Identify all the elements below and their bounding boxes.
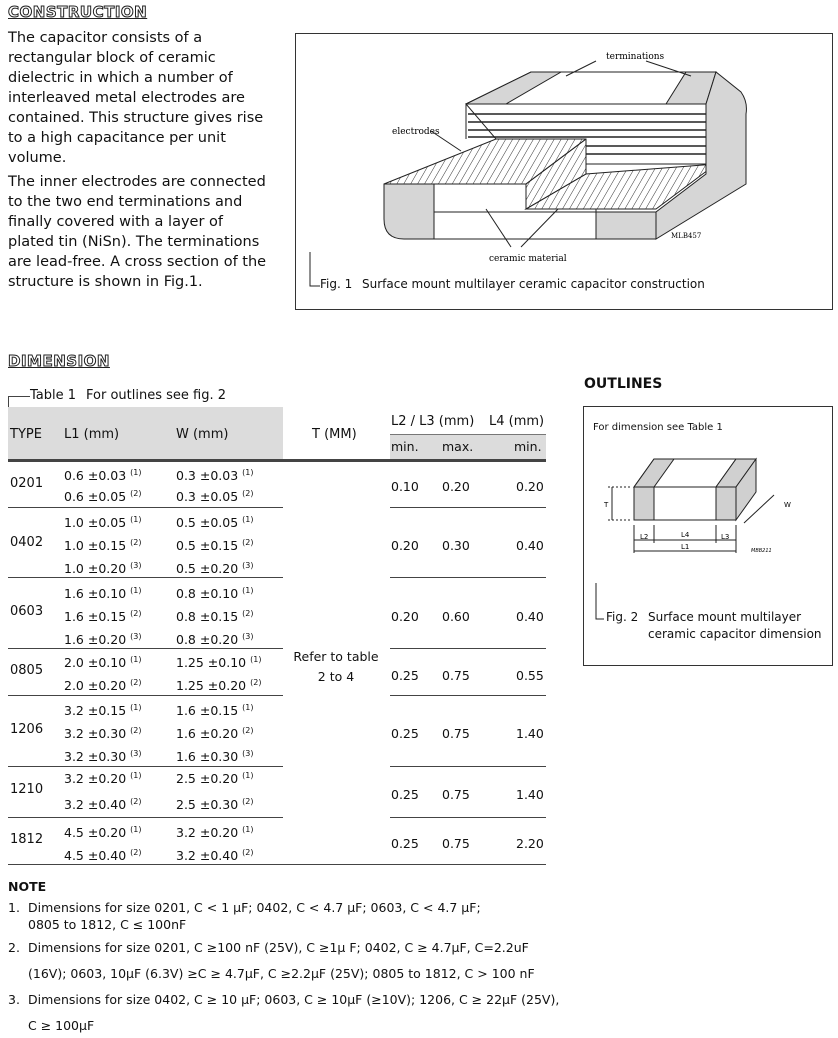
l4-dim-label: L4 xyxy=(681,531,690,539)
col-l23-header: L2 / L3 (mm) xyxy=(391,414,475,429)
figure-2 xyxy=(583,406,833,666)
row-l1: 2.0 ±0.10 $^{(1)}$ xyxy=(64,655,142,670)
construction-paragraph-1: The capacitor consists of a rectangular block of ceramic dielectric in which a number of interleaved metal electrodes are contained. This structure gives rise to a high capacitance per unit volume. xyxy=(8,30,264,166)
note-3-line-1: Dimensions for size 0402, C ≥ 10 μF; 0603, C ≥ 10μF (≥10V); 1206, C ≥ 22μF (25V), xyxy=(28,992,560,1007)
col-w-header: W (mm) xyxy=(176,427,229,442)
row-type: 0402 xyxy=(10,535,44,550)
row-l1: 3.2 ±0.30 $^{(3)}$ xyxy=(64,749,142,764)
figure-2-caption-line-1: Surface mount multilayer xyxy=(648,610,802,624)
row-w: 1.25 ±0.20 $^{(2)}$ xyxy=(176,678,262,693)
row-l23-max: 0.75 xyxy=(442,668,470,683)
note-3: 3. xyxy=(8,992,20,1007)
construction-paragraph-2: The inner electrodes are connected to the two end terminations and finally covered with a layer of plated tin (NiSn). The terminations are lead-free. A cross section of the structure is shown in Fig.1. xyxy=(8,174,267,290)
ceramic-material-label: ceramic material xyxy=(489,254,567,264)
capacitor-construction-diagram xyxy=(296,34,832,309)
row-w: 1.25 ±0.10 $^{(1)}$ xyxy=(176,655,262,670)
row-w: 2.5 ±0.30 $^{(2)}$ xyxy=(176,797,254,812)
row-w: 1.6 ±0.30 $^{(3)}$ xyxy=(176,749,254,764)
note-1: 1. xyxy=(8,900,20,915)
row-l1: 2.0 ±0.20 $^{(2)}$ xyxy=(64,678,142,693)
notes-heading: NOTE xyxy=(8,879,47,894)
row-w: 1.6 ±0.15 $^{(1)}$ xyxy=(176,703,254,718)
row-l1: 0.6 ±0.03 $^{(1)}$ xyxy=(64,468,142,483)
note-2-line-1: Dimensions for size 0201, C ≥100 nF (25V), C ≥1μ F; 0402, C ≥ 4.7μF, C=2.2uF xyxy=(28,940,529,955)
row-l23-min: 0.25 xyxy=(391,726,419,741)
row-l1: 3.2 ±0.30 $^{(2)}$ xyxy=(64,726,142,741)
row-l23-min: 0.25 xyxy=(391,836,419,851)
table-bracket-top xyxy=(8,396,30,397)
row-l1: 4.5 ±0.20 $^{(1)}$ xyxy=(64,825,142,840)
row-w: 0.3 ±0.05 $^{(2)}$ xyxy=(176,489,254,504)
w-dim-label: W xyxy=(784,501,791,509)
col-t-header: T (MM) xyxy=(312,427,357,442)
row-l1: 4.5 ±0.40 $^{(2)}$ xyxy=(64,848,142,863)
row-l4-min: 2.20 xyxy=(516,836,544,851)
figure-2-code: MBB211 xyxy=(751,548,772,554)
row-l4-min: 0.40 xyxy=(516,538,544,553)
t-column-note: Refer to table 2 to 4 xyxy=(293,649,379,684)
row-l23-min: 0.20 xyxy=(391,538,419,553)
figure-1-code: MLB457 xyxy=(671,232,702,240)
t-dim-label: T xyxy=(604,501,609,509)
l3-dim-label: L3 xyxy=(721,533,730,541)
terminations-label: terminations xyxy=(606,52,665,62)
header-subdivider xyxy=(390,434,546,435)
row-l1: 3.2 ±0.40 $^{(2)}$ xyxy=(64,797,142,812)
note-1-line-1: Dimensions for size 0201, C < 1 μF; 0402, C < 4.7 μF; 0603, C < 4.7 μF; xyxy=(28,900,481,915)
row-l23-max: 0.75 xyxy=(442,787,470,802)
row-w: 0.5 ±0.05 $^{(1)}$ xyxy=(176,515,254,530)
row-l23-max: 0.75 xyxy=(442,836,470,851)
row-l4-min: 0.20 xyxy=(516,479,544,494)
l1-dim-label: L1 xyxy=(681,543,690,551)
row-l1: 1.6 ±0.10 $^{(1)}$ xyxy=(64,586,142,601)
row-l23-min: 0.25 xyxy=(391,787,419,802)
dimension-heading: DIMENSION xyxy=(8,352,110,370)
row-type: 1812 xyxy=(10,832,44,847)
col-l4-header: L4 (mm) xyxy=(489,414,545,429)
col-l23-min-header: min. xyxy=(391,439,419,454)
figure-2-caption-number: Fig. 2 xyxy=(606,610,639,624)
row-l23-min: 0.10 xyxy=(391,479,419,494)
header-bg-left xyxy=(8,407,283,459)
row-w: 0.8 ±0.15 $^{(2)}$ xyxy=(176,609,254,624)
col-type-header: TYPE xyxy=(10,427,42,442)
row-w: 0.8 ±0.10 $^{(1)}$ xyxy=(176,586,254,601)
row-type: 1206 xyxy=(10,722,44,737)
row-w: 1.6 ±0.20 $^{(2)}$ xyxy=(176,726,254,741)
row-w: 0.5 ±0.20 $^{(3)}$ xyxy=(176,561,254,576)
row-l1: 3.2 ±0.20 $^{(1)}$ xyxy=(64,771,142,786)
col-l4-min-header: min. xyxy=(514,439,542,454)
electrodes-label: electrodes xyxy=(392,127,440,137)
row-type: 1210 xyxy=(10,782,44,797)
row-l1: 3.2 ±0.15 $^{(1)}$ xyxy=(64,703,142,718)
outlines-heading: OUTLINES xyxy=(584,376,663,392)
row-l1: 1.0 ±0.15 $^{(2)}$ xyxy=(64,538,142,553)
row-l23-max: 0.30 xyxy=(442,538,470,553)
row-w: 2.5 ±0.20 $^{(1)}$ xyxy=(176,771,254,786)
note-3-line-2: C ≥ 100μF xyxy=(28,1018,95,1033)
row-l1: 1.6 ±0.15 $^{(2)}$ xyxy=(64,609,142,624)
row-w: 0.8 ±0.20 $^{(3)}$ xyxy=(176,632,254,647)
row-l23-max: 0.60 xyxy=(442,609,470,624)
construction-heading: CONSTRUCTION xyxy=(8,3,148,21)
row-l23-max: 0.20 xyxy=(442,479,470,494)
row-type: 0201 xyxy=(10,476,44,491)
row-l1: 1.0 ±0.05 $^{(1)}$ xyxy=(64,515,142,530)
row-l23-min: 0.25 xyxy=(391,668,419,683)
table-caption: For outlines see fig. 2 xyxy=(86,388,226,403)
row-l4-min: 1.40 xyxy=(516,787,544,802)
row-w: 3.2 ±0.40 $^{(2)}$ xyxy=(176,848,254,863)
col-l23-max-header: max. xyxy=(442,439,474,454)
figure-2-caption-line-2: ceramic capacitor dimension xyxy=(648,627,822,641)
l2-dim-label: L2 xyxy=(640,533,649,541)
row-l1: 1.0 ±0.20 $^{(3)}$ xyxy=(64,561,142,576)
row-w: 0.5 ±0.15 $^{(2)}$ xyxy=(176,538,254,553)
figure-1-caption-number: Fig. 1 xyxy=(320,277,353,291)
row-w: 0.3 ±0.03 $^{(1)}$ xyxy=(176,468,254,483)
note-2: 2. xyxy=(8,940,20,955)
row-w: 3.2 ±0.20 $^{(1)}$ xyxy=(176,825,254,840)
col-l1-header: L1 (mm) xyxy=(64,427,120,442)
row-type: 0603 xyxy=(10,604,44,619)
row-l23-max: 0.75 xyxy=(442,726,470,741)
outline-note: For dimension see Table 1 xyxy=(593,422,723,433)
row-l1: 0.6 ±0.05 $^{(2)}$ xyxy=(64,489,142,504)
row-l4-min: 0.55 xyxy=(516,668,544,683)
figure-1 xyxy=(295,33,833,310)
note-2-line-2: (16V); 0603, 10μF (6.3V) ≥C ≥ 4.7μF, C ≥2.2μF (25V); 0805 to 1812, C > 100 nF xyxy=(28,966,535,981)
figure-1-caption: Surface mount multilayer ceramic capacitor construction xyxy=(362,277,705,291)
row-l23-min: 0.20 xyxy=(391,609,419,624)
note-1-line-2: 0805 to 1812, C ≤ 100nF xyxy=(28,917,187,932)
table-label: Table 1 xyxy=(30,388,77,403)
row-type: 0805 xyxy=(10,663,44,678)
row-l1: 1.6 ±0.20 $^{(3)}$ xyxy=(64,632,142,647)
row-l4-min: 1.40 xyxy=(516,726,544,741)
row-l4-min: 0.40 xyxy=(516,609,544,624)
